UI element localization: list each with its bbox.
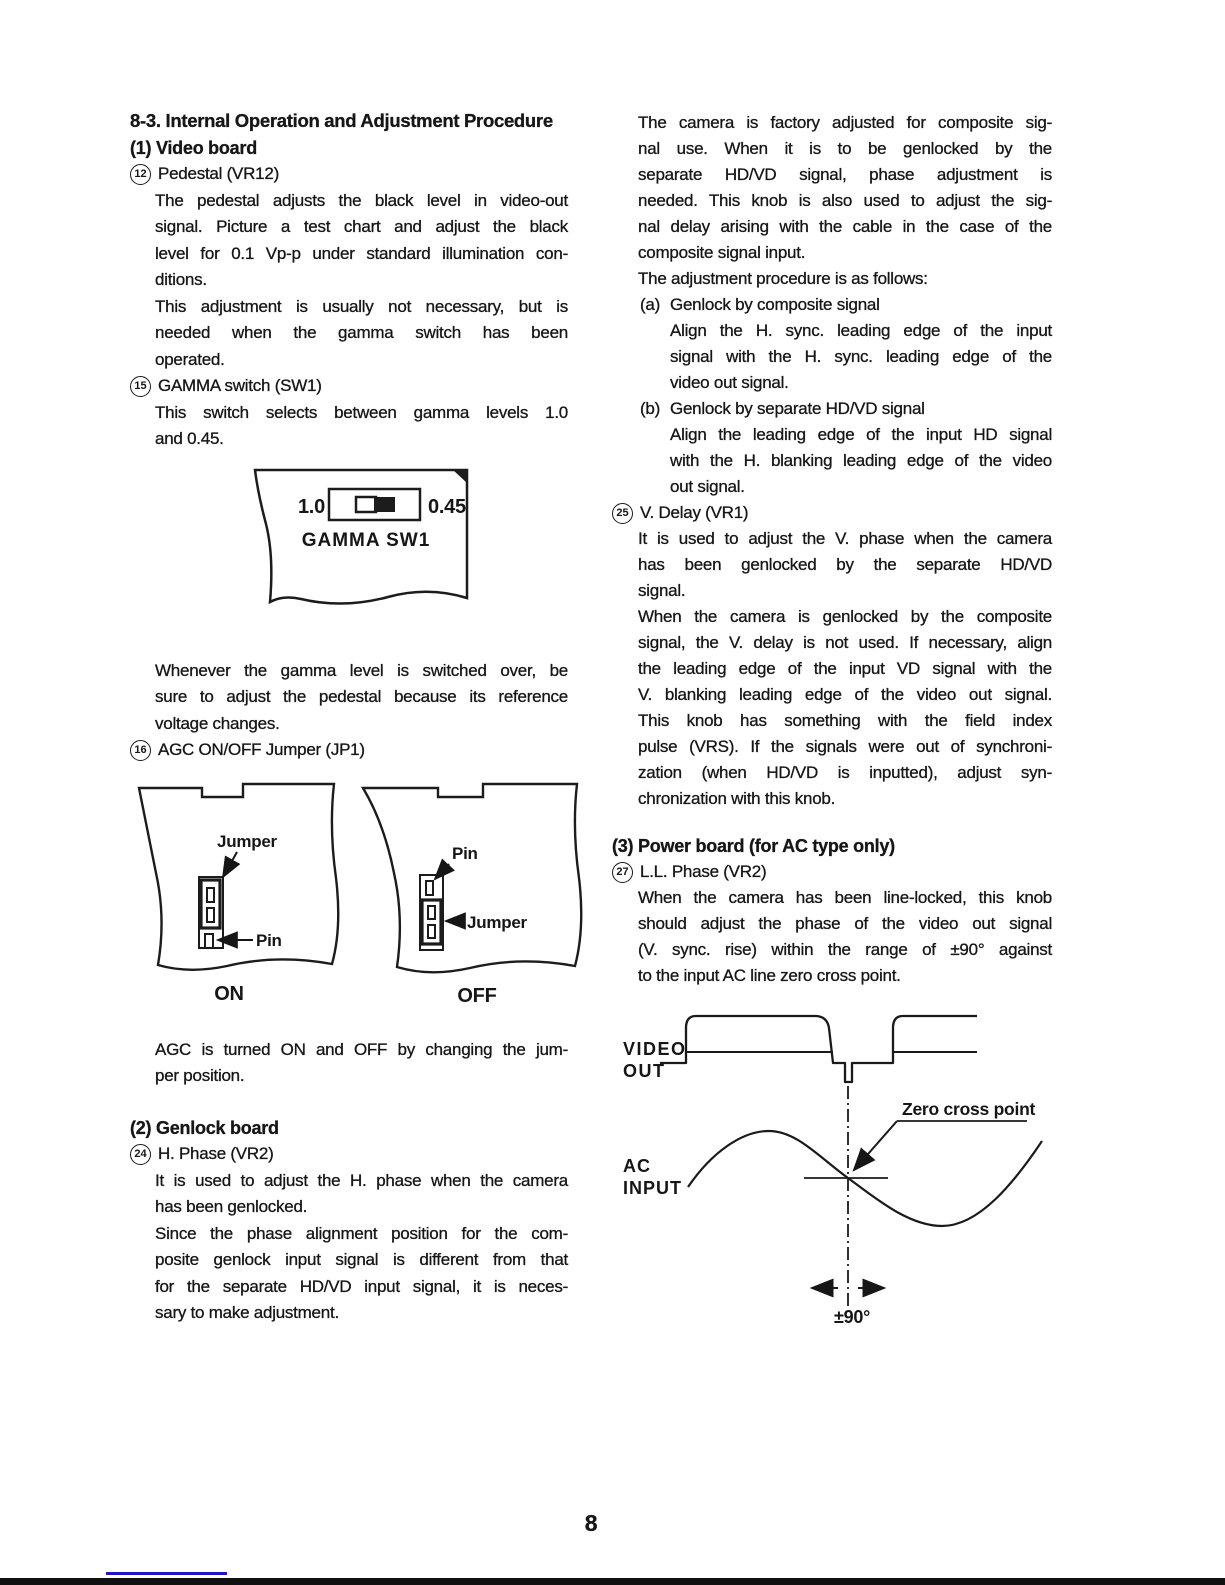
text-line: It is used to adjust the H. phase when the camera [155,1170,568,1190]
text-line: for the separate HD/VD input signal, it is neces- [155,1276,568,1296]
pin-slot [207,908,214,922]
text-line: posite genlock input signal is different from that [155,1250,568,1269]
section-heading: 8-3. Internal Operation and Adjustment Procedure [130,110,553,131]
text-line: out signal. [670,477,745,496]
step-b-body [670,422,1052,500]
zero-cross-arrow [854,1121,897,1170]
text-line: separate HD/VD signal, phase adjustment is [638,165,1052,184]
off-label: OFF [457,985,497,1007]
pin-slot [205,934,213,948]
step-b-head [640,396,1052,422]
text-line: the leading edge of the input VD signal with the [638,659,1052,678]
ac-input-label-2: INPUT [623,1178,682,1198]
board-outline-off [363,784,581,972]
item-gamma-switch [130,373,568,400]
text-line: Since the phase alignment position for the com- [155,1223,568,1243]
agc-jumper-diagram [125,768,605,1008]
ll-phase-paragraph [638,885,1052,989]
step-a-title: Genlock by composite signal [670,295,880,314]
text-line: to the input AC line zero cross point. [638,966,901,985]
gamma-paragraph-2 [155,658,568,738]
video-out-label-1: VIDEO [623,1039,687,1059]
switch-slider-knob [374,497,395,512]
text-line: pulse (VRS). If the signals were out of synchroni- [638,737,1052,756]
text-line: signal, the V. delay is not used. If necessary, align [638,633,1052,652]
text-line: per position. [155,1066,245,1085]
v-delay-paragraph-1 [638,526,1052,604]
text-line: The camera is factory adjusted for composite sig- [638,113,1052,132]
step-b-title: Genlock by separate HD/VD signal [670,399,925,418]
subsection-genlock-board: (2) Genlock board [130,1117,279,1138]
text-line: The pedestal adjusts the black level in video-out [155,190,568,210]
pin-slot [426,881,433,895]
video-out-label-2: OUT [623,1061,666,1081]
item-title: AGC ON/OFF Jumper (JP1) [158,740,365,759]
text-line: (V. sync. rise) within the range of ±90° against [638,940,1052,959]
scan-edge-bar [0,1578,1225,1585]
page-number: 8 [584,1510,598,1536]
board-corner-mark [453,470,467,483]
procedure-line: The adjustment procedure is as follows: [638,269,928,288]
pin-label-off: Pin [452,844,478,863]
text-line: Whenever the gamma level is switched over, be [155,660,568,680]
gamma-caption: GAMMA SW1 [301,530,431,551]
gamma-paragraph-1 [155,400,568,453]
circled-number-12: 12 [130,164,151,185]
video-waveform [660,1016,977,1082]
step-a-head [640,292,1052,318]
text-line: It is used to adjust the V. phase when the camera [638,529,1052,548]
circled-number-16: 16 [130,740,151,761]
pin-slot [207,888,214,902]
pin-slot [428,906,435,919]
text-line: should adjust the phase of the video out signal [638,914,1052,933]
pedestal-paragraph-2 [155,294,568,374]
item-h-phase [130,1141,568,1168]
circled-number-15: 15 [130,376,151,397]
item-title: GAMMA switch (SW1) [158,376,322,395]
text-line: Align the leading edge of the input HD signal [670,425,1052,444]
item-title: H. Phase (VR2) [158,1144,274,1163]
text-line: ditions. [155,270,207,289]
pin-slot [428,925,435,938]
text-line: signal. [638,581,686,600]
jumper-arrow-on [223,852,237,877]
jumper-label-off: Jumper [467,913,527,932]
item-v-delay [612,500,1052,526]
text-line: signal with the H. sync. leading edge of the [670,347,1052,366]
gamma-switch-diagram [243,456,475,616]
gamma-value-left: 1.0 [297,496,325,518]
item-title: L.L. Phase (VR2) [640,862,767,881]
text-line: This adjustment is usually not necessary, but is [155,296,568,316]
on-label: ON [214,983,244,1005]
step-a-tag: (a) [640,295,661,314]
item-title: Pedestal (VR12) [158,164,279,183]
text-line: This knob has something with the field index [638,711,1052,730]
h-phase-paragraph-1 [155,1168,568,1221]
zero-cross-diagram [612,1000,1182,1340]
pedestal-paragraph-1 [155,188,568,294]
text-line: sary to make adjustment. [155,1303,339,1322]
subsection-power-board: (3) Power board (for AC type only) [612,836,895,856]
zero-cross-label: Zero cross point [902,1099,1036,1119]
right-column [612,110,1052,989]
circled-number-25: 25 [612,503,633,524]
switch-slider-open [356,497,376,512]
text-line: This switch selects between gamma levels 1.0 [155,402,568,422]
circled-number-24: 24 [130,1144,151,1165]
board-outline-on [139,784,338,970]
range-label: ±90° [833,1307,871,1327]
jumper-label-on: Jumper [217,832,277,851]
footer-blue-line [106,1572,227,1575]
step-a-body [670,318,1052,396]
h-phase-paragraph-2 [155,1221,568,1327]
step-b-tag: (b) [640,399,661,418]
text-line: has been genlocked by the separate HD/VD [638,555,1052,574]
text-line: needed when the gamma switch has been [155,323,568,342]
text-line: video out signal. [670,373,789,392]
item-title: V. Delay (VR1) [640,503,749,522]
item-ll-phase [612,859,1052,885]
text-line: voltage changes. [155,713,280,733]
text-line: Align the H. sync. leading edge of the input [670,321,1052,340]
text-line: sure to adjust the pedestal because its reference [155,687,568,706]
text-line: V. blanking leading edge of the video out signal. [638,685,1052,704]
left-column [130,108,568,1327]
subsection-video-board: (1) Video board [130,137,257,158]
h-phase-continuation [638,110,1052,266]
pin-label-on: Pin [256,931,282,950]
item-pedestal [130,161,568,188]
ac-input-label-1: AC [623,1156,651,1176]
text-line: chronization with this knob. [638,789,836,808]
text-line: has been genlocked. [155,1197,308,1216]
text-line: operated. [155,349,225,369]
text-line: When the camera has been line-locked, this knob [638,888,1052,907]
text-line: and 0.45. [155,429,224,448]
item-agc-jumper [130,737,568,764]
text-line: nal use. When it is to be genlocked by the [638,139,1052,158]
text-line: level for 0.1 Vp-p under standard illumination con- [155,243,568,263]
text-line: composite signal input. [638,243,806,262]
text-line: AGC is turned ON and OFF by changing the jum- [155,1039,568,1059]
gamma-value-right: 0.45 [428,496,466,518]
v-delay-paragraph-2 [638,604,1052,812]
text-line: signal. Picture a test chart and adjust the black [155,217,568,236]
text-line: nal delay arising with the cable in the case of the [638,217,1052,236]
agc-paragraph [155,1037,568,1090]
text-line: needed. This knob is also used to adjust the sig- [638,191,1052,210]
text-line: with the H. blanking leading edge of the video [670,451,1052,470]
text-line: When the camera is genlocked by the composite [638,607,1052,626]
circled-number-27: 27 [612,862,633,883]
text-line: zation (when HD/VD is inputted), adjust syn- [638,763,1052,782]
